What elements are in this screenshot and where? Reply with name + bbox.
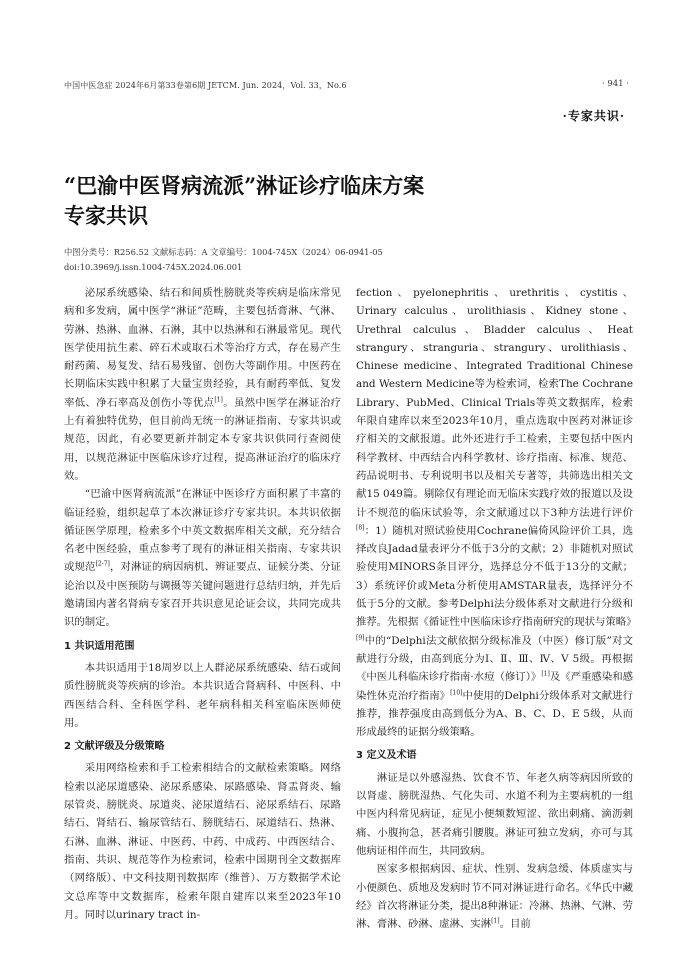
intro-paragraph-1: 泌尿系统感染、结石和间质性膀胱炎等疾病是临床常见病和多发病，属中医学“淋证”范畴，主要包括膏淋、气淋、劳淋、热淋、血淋、石淋，其中以热淋和石淋最常见。现代医学使用抗生素、碎石术或取石术等治疗方式，存在易产生耐药菌、易复发、结石易残留、创伤大等副作用。中医药在长期临床实践中积累了大量宝贵经验，具有耐药率低、复发率低、净石率高及创伤小等优点[1]。虽然中医学在淋证治疗上有着独特优势，但目前尚无统一的淋证指南、专家共识或规范，因此，有必要更新并制定本专家共识供同行查阅使用，以规范淋证中医临床诊疗过程，提高淋证治疗的临床疗效。: [64, 287, 341, 482]
title-line-1: “巴渝中医肾病流派”淋证诊疗临床方案: [64, 173, 425, 198]
section-2-continued: fection、pyelonephritis、urethritis、cystitis、Urinary calculus、urolithiasis、Kidney stone、Urethral calculus、Bladder calculus、Heat strangury、stranguria、strangury、urolithiasis、Chinese medicine、Integrated Traditional Chinese and Western Medicine等为检索词，检索The Cochrane Library、PubMed、Clinical Trials等英文数据库，检索年限自建库以来至2023年10月，重点选取中医药对淋证诊疗相关的文献报道。此外还进行手工检索，主要包括中医内科学教材、中西结合内科学教材、诊疗指南、标准、规范、药品说明书、专利说明书以及相关专著等，共筛选出相关文献15 049篇。剔除仅有理论而无临床实践疗效的报道以及设计不规范的临床试验等，余文献通过以下3种方法进行评价[8]：1）随机对照试验使用Cochrane偏倚风险评价工具，选择改良Jadad量表评分不低于3分的文献；2）非随机对照试验使用MINORS条目评分，选择总分不低于13分的文献；3）系统评价或Meta分析使用AMSTAR量表，选择评分不低于5分的文献。参考Delphi法分级体系对文献进行分级和推荐。先根据《循证性中医临床诊疗指南研究的现状与策略》[9]中的“Delphi法文献依据分级标准及（中医）修订版”对文献进行分级，由高到底分为Ⅰ、Ⅱ、Ⅲ、Ⅳ、Ⅴ 5级。再根据《中医儿科临床诊疗指南·水痘（修订）》[1]及《严重感染和感染性休克治疗指南》[10]中使用的Delphi分级体系对文献进行推荐，推荐强度由高到低分为A、B、C、D、E 5级，从而形成最终的证据分级策略。: [356, 287, 637, 739]
section-tag: ·专家共识·: [562, 109, 625, 123]
section-3-heading: 3 定义及术语: [356, 750, 417, 762]
classification-info: 中图分类号：R256.52 文献标志码：A 文章编号：1004-745X（2024）06-0941-05: [64, 247, 383, 257]
section-1-body: 本共识适用于18周岁以上人群泌尿系统感染、结石或间质性膀胱炎等疾病的诊治。本共识适合肾病科、中医科、中西医结合科、全科医学科、老年病科相关科室临床医师使用。: [64, 661, 341, 729]
section-1-heading: 1 共识适用范围: [64, 640, 135, 652]
section-2-heading: 2 文献评级及分级策略: [64, 741, 165, 753]
left-column: [64, 284, 341, 924]
intro-paragraph-2: “巴渝中医肾病流派”在淋证中医诊疗方面积累了丰富的临证经验，组织起草了本次淋证诊疗专家共识。本共识依据循证医学原理，检索多个中英文数据库相关文献，充分结合名老中医经验，重点参考了现有的淋证相关指南、专家共识或规范[2-7]，对淋证的病因病机、辨证要点、证候分类、分证论治以及中医预防与调摄等关键问题进行总结归纳，并先后邀请国内著名肾病专家召开共识意见论证会议，共同完成共识的制定。: [64, 488, 342, 629]
title-line-2: 专家共识: [64, 203, 148, 228]
right-column: [356, 284, 637, 933]
section-3-paragraph-2: 医家多根据病因、症状、性别、发病急缓、体质虚实与小便颜色、质地及发病时节不同对淋证进行命名。《华氏中藏经》首次将淋证分类，提出8种淋证：冷淋、热淋、气淋、劳淋、膏淋、砂淋、虚淋、实淋[1]。目前: [356, 863, 633, 931]
journal-header: 中国中医急症 2024年6月第33卷第6期 JETCM. Jun. 2024，Vol. 33，No.6: [64, 81, 347, 90]
page-number: · 941 ·: [601, 79, 629, 89]
doi: doi:10.3969/j.issn.1004-745X.2024.06.001: [64, 262, 243, 272]
article-title: [64, 171, 424, 231]
section-2-body: 采用网络检索和手工检索相结合的文献检索策略。网络检索以泌尿道感染、泌尿系感染、尿路感染、肾盂肾炎、输尿管炎、膀胱炎、尿道炎、泌尿道结石、泌尿系结石、尿路结石、肾结石、输尿管结石、膀胱结石、尿道结石、热淋、石淋、血淋、淋证、中医药、中药、中成药、中西医结合、指南、共识、规范等作为检索词，检索中国期刊全文数据库（网络版）、中文科技期刊数据库（维普）、万方数据学术论文总库等中文数据库，检索年限自建库以来至2023年10月。同时以urinary tract in-: [64, 762, 341, 921]
section-3-paragraph-1: 淋证是以外感湿热、饮食不节、年老久病等病因所致的以肾虚、膀胱湿热、气化失司、水道不利为主要病机的一组中医内科常见病证，症见小便频数短涩、欲出刺痛、滴沥刺痛、小腹拘急，甚者痛引腰腹。淋证可独立发病，亦可与其他病证相伴而生，共同致病。: [356, 771, 633, 857]
